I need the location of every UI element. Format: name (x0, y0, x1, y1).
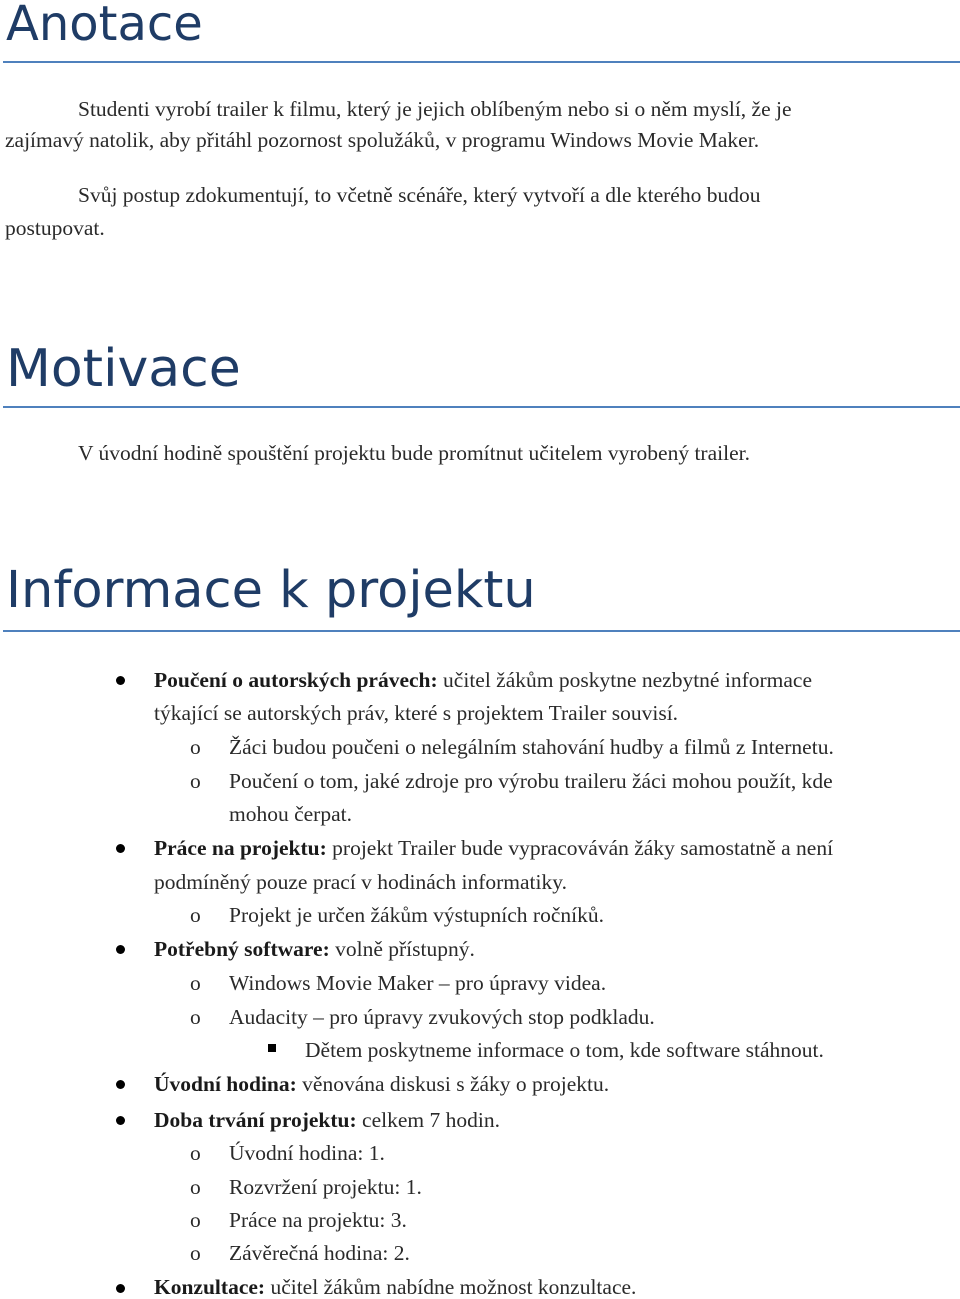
heading-underline (3, 406, 960, 408)
list-item-uvodni-hodina (154, 1074, 609, 1096)
anotace-paragraph-1-line-1: Studenti vyrobí trailer k filmu, který je jejich oblíbeným nebo si o něm myslí, že je (78, 97, 792, 121)
list-item-label: Práce na projektu: (154, 836, 327, 860)
list-item-text: učitel žákům poskytne nezbytné informace (437, 668, 812, 692)
heading-motivace: Motivace (6, 339, 241, 399)
heading-underline (3, 630, 960, 632)
list-item-autorska-prava-line-1 (154, 670, 812, 692)
bullet-circle-icon: o (190, 1241, 201, 1265)
sub-item: Práce na projektu: 3. (229, 1208, 407, 1232)
list-item-potrebny-software (154, 939, 475, 961)
list-item-label: Úvodní hodina: (154, 1072, 297, 1096)
list-item-label: Poučení o autorských právech: (154, 668, 438, 692)
bullet-circle-icon: o (190, 769, 201, 793)
bullet-disc-icon (116, 1284, 125, 1293)
list-item-doba-trvani (154, 1110, 500, 1132)
sub-item: Rozvržení projektu: 1. (229, 1175, 422, 1199)
heading-anotace: Anotace (6, 0, 203, 52)
sub-sub-item: Dětem poskytneme informace o tom, kde software stáhnout. (305, 1038, 824, 1062)
bullet-circle-icon: o (190, 971, 201, 995)
heading-underline (3, 61, 960, 63)
sub-item: Poučení o tom, jaké zdroje pro výrobu traileru žáci mohou použít, kde (229, 769, 833, 793)
list-item-text: učitel žákům nabídne možnost konzultace. (265, 1275, 637, 1299)
bullet-disc-icon (116, 844, 125, 853)
sub-item: Windows Movie Maker – pro úpravy videa. (229, 971, 607, 995)
list-item-label: Potřebný software: (154, 937, 330, 961)
list-item-prace-na-projektu-line-2: podmíněný pouze prací v hodinách informatiky. (154, 870, 567, 894)
anotace-paragraph-2-line-1: Svůj postup zdokumentují, to včetně scénáře, který vytvoří a dle kterého budou (78, 183, 761, 207)
motivace-text: V úvodní hodině spouštění projektu bude promítnut učitelem vyrobený trailer. (78, 441, 750, 465)
list-item-text: věnována diskusi s žáky o projektu. (296, 1072, 610, 1096)
sub-item: Projekt je určen žákům výstupních ročníků. (229, 903, 604, 927)
list-item-konzultace (154, 1277, 636, 1299)
list-item-text: projekt Trailer bude vypracováván žáky samostatně a není (326, 836, 834, 860)
sub-item: Úvodní hodina: 1. (229, 1141, 385, 1165)
bullet-circle-icon: o (190, 735, 201, 759)
bullet-square-icon (268, 1044, 276, 1052)
bullet-circle-icon: o (190, 1141, 201, 1165)
list-item-label: Konzultace: (154, 1275, 266, 1299)
sub-item: Audacity – pro úpravy zvukových stop podkladu. (229, 1005, 655, 1029)
sub-item-continuation: mohou čerpat. (229, 802, 352, 826)
bullet-circle-icon: o (190, 1208, 201, 1232)
heading-informace-k-projektu: Informace k projektu (6, 561, 536, 620)
list-item-label: Doba trvání projektu: (154, 1108, 357, 1132)
anotace-paragraph-2-line-2: postupovat. (5, 216, 105, 240)
bullet-circle-icon: o (190, 903, 201, 927)
list-item-autorska-prava-line-2: týkající se autorských práv, které s projektem Trailer souvisí. (154, 701, 679, 725)
list-item-text: celkem 7 hodin. (356, 1108, 500, 1132)
bullet-circle-icon: o (190, 1175, 201, 1199)
sub-item: Závěrečná hodina: 2. (229, 1241, 410, 1265)
anotace-paragraph-1-line-2: zajímavý natolik, aby přitáhl pozornost spolužáků, v programu Windows Movie Maker. (5, 128, 760, 152)
bullet-disc-icon (116, 676, 125, 685)
list-item-prace-na-projektu-line-1 (154, 838, 833, 860)
bullet-circle-icon: o (190, 1005, 201, 1029)
bullet-disc-icon (116, 1080, 125, 1089)
bullet-disc-icon (116, 1116, 125, 1125)
bullet-disc-icon (116, 945, 125, 954)
list-item-text: volně přístupný. (329, 937, 475, 961)
sub-item: Žáci budou poučeni o nelegálním stahování hudby a filmů z Internetu. (229, 735, 834, 759)
